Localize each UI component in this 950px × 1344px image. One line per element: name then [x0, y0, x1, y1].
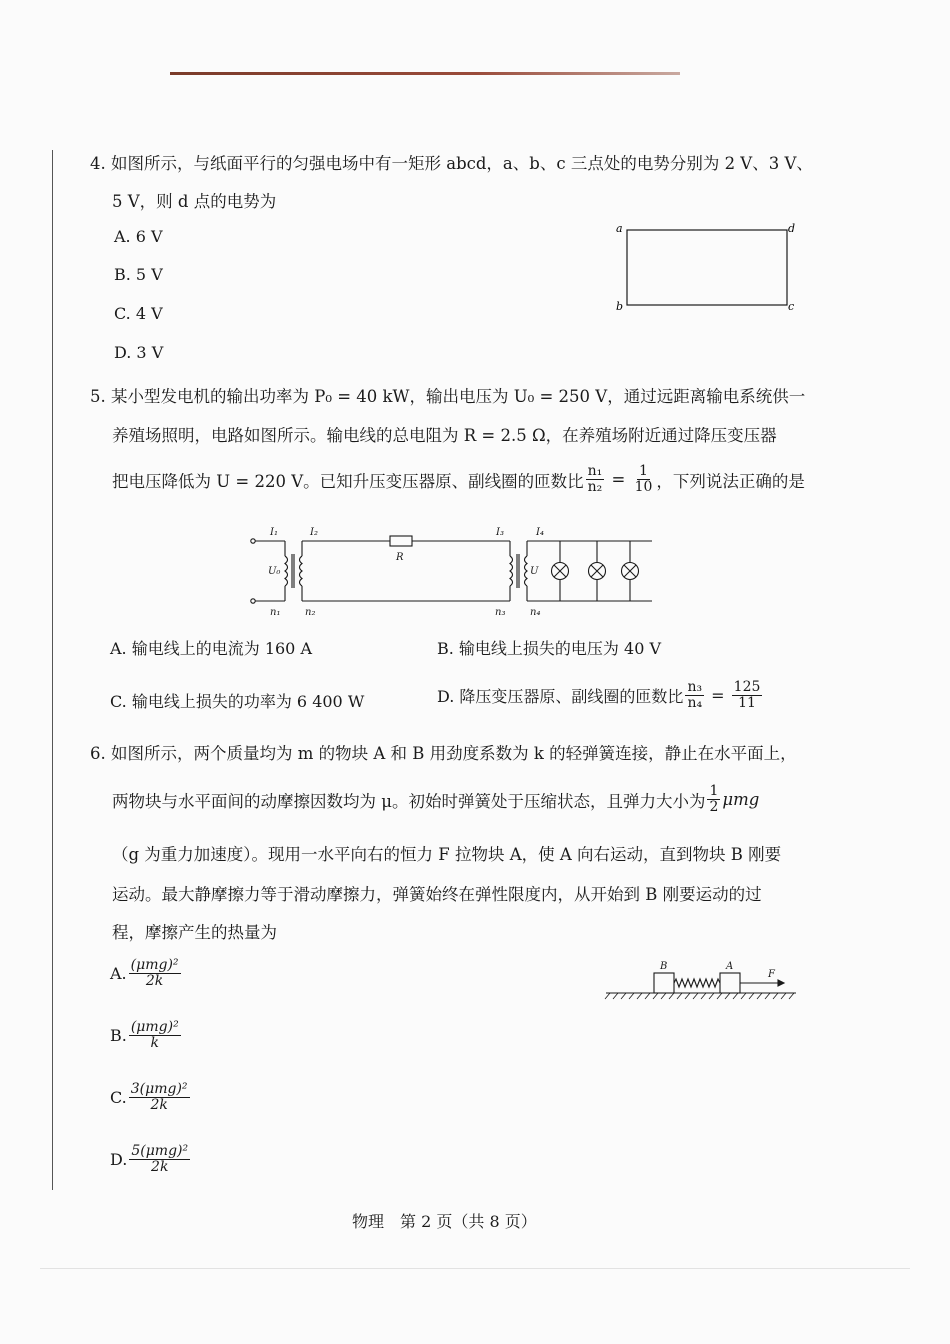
q5-option-d-ratio: [685, 680, 704, 712]
q6-option-b-den: k: [150, 1035, 160, 1052]
q5-option-c: C. 输电线上损失的功率为 6 400 W: [110, 692, 365, 711]
q5-option-d-val-den: 11: [738, 695, 756, 712]
block-A: [720, 973, 740, 993]
q5-option-b: B. 输电线上损失的电压为 40 V: [437, 639, 662, 658]
q4-text-line2: 5 V，则 d 点的电势为: [112, 192, 277, 211]
q6-option-b: [110, 1020, 183, 1052]
q6-option-c-label: C.: [110, 1088, 127, 1108]
q5-text-line1: 5. 某小型发电机的输出功率为 P₀ = 40 kW，输出电压为 U₀ = 250 V，通过远距离输电系统供一: [90, 387, 806, 406]
q6-text-line1: 6. 如图所示，两个质量均为 m 的物块 A 和 B 用劲度系数为 k 的轻弹簧连接，静止在水平面上，: [90, 744, 797, 763]
resistor-R: [390, 536, 412, 546]
q4-text-line1: 4. 如图所示，与纸面平行的匀强电场中有一矩形 abcd，a、b、c 三点处的电势分别为 2 V、3 V、: [90, 154, 813, 173]
block-B: [654, 973, 674, 993]
ground-hatching: [605, 993, 794, 999]
q5-ratio-value-den: 10: [634, 479, 653, 496]
label-I1: I₁: [270, 527, 278, 538]
q6-option-b-frac: [129, 1020, 181, 1052]
q6-option-d-num: 5(μmg)²: [131, 1143, 189, 1159]
rectangle-shape: [627, 230, 787, 305]
q5-option-d-value: [732, 680, 763, 712]
input-terminal-top: [251, 539, 255, 543]
q4-option-b: B. 5 V: [114, 265, 163, 284]
q5-option-d-num: n₃: [687, 679, 703, 695]
q6-option-a-num: (μmg)²: [130, 957, 179, 973]
rectangle-abcd-figure: [610, 218, 800, 318]
label-B: B: [660, 961, 668, 972]
q6-option-a-frac: [129, 958, 181, 990]
q6-line2-post: μmg: [722, 790, 760, 810]
margin-line: [52, 150, 53, 1190]
label-I4: I₄: [536, 527, 544, 538]
q5-ratio-value-num: 1: [639, 463, 648, 479]
transmission-circuit-diagram: [240, 520, 660, 620]
q6-option-d-den: 2k: [151, 1159, 169, 1176]
q6-text-line2: [112, 784, 759, 816]
q6-option-a: [110, 958, 183, 990]
label-a: a: [616, 222, 623, 235]
stepup-primary-coil: [285, 556, 288, 586]
q6-option-d: [110, 1144, 192, 1176]
label-n4: n₄: [530, 607, 541, 618]
q5-option-d-den: n₄: [687, 695, 703, 712]
q5-option-d-val-num: 125: [733, 679, 761, 695]
q5-text-line2: 养殖场照明，电路如图所示。输电线的总电阻为 R = 2.5 Ω，在养殖场附近通过降压变压器: [112, 426, 777, 445]
q6-option-c-frac: [129, 1082, 190, 1114]
q5-ratio-denominator: n₂: [587, 479, 603, 496]
stepup-secondary-coil: [300, 556, 303, 586]
label-F: F: [768, 969, 775, 980]
spring-blocks-figure: [604, 955, 800, 1005]
spring: [674, 979, 720, 987]
lamp-2: [589, 541, 606, 601]
q4-option-c: C. 4 V: [114, 304, 163, 323]
label-A: A: [726, 961, 734, 972]
q5-line3-pre: 把电压降低为 U = 220 V。已知升压变压器原、副线圈的匝数比: [112, 471, 584, 491]
q6-half-den: 2: [709, 799, 719, 816]
q4-option-d: D. 3 V: [114, 343, 164, 362]
q6-option-b-label: B.: [110, 1026, 127, 1046]
q5-option-a: A. 输电线上的电流为 160 A: [110, 639, 312, 658]
q5-option-d: D. 降压变压器原、副线圈的匝数比 $\frac{\text{n₃}}{\text{n₄}}$ = $\frac{125}{11}$: [437, 679, 761, 712]
q6-line2-pre: 两物块与水平面间的动摩擦因数均为 μ。初始时弹簧处于压缩状态，且弹力大小为: [112, 791, 706, 811]
label-b: b: [616, 300, 624, 313]
label-d: d: [788, 222, 796, 235]
q5-ratio-value: [633, 464, 655, 496]
q5-option-d-text: D. 降压变压器原、副线圈的匝数比: [437, 687, 684, 707]
header-rule: [170, 72, 680, 75]
q5-turns-ratio: [586, 464, 605, 496]
q6-option-b-num: (μmg)²: [130, 1019, 179, 1035]
q5-ratio-numerator: n₁: [587, 463, 603, 479]
label-n1: n₁: [270, 607, 281, 618]
q6-option-c: [110, 1082, 192, 1114]
q6-option-a-label: A.: [110, 964, 127, 984]
label-U: U: [530, 566, 539, 577]
input-terminal-bottom: [251, 599, 255, 603]
q5-line3-post: ，下列说法正确的是: [656, 471, 805, 491]
q4-option-a: A. 6 V: [114, 227, 163, 246]
label-U0: U₀: [268, 566, 281, 577]
stepdown-primary-coil: [510, 556, 513, 586]
label-n2: n₂: [305, 607, 316, 618]
stepdown-secondary-coil: [525, 556, 528, 586]
q5-text-line3: 把电压降低为 U = 220 V。已知升压变压器原、副线圈的匝数比 $\frac{\text{n₁}}{\text{n₂}}$ = $\frac{1}{10}$ ，下列说法正确的是: [112, 463, 805, 496]
label-I2: I₂: [310, 527, 318, 538]
lamp-1: [552, 541, 569, 601]
page-footer: 物理 第 2 页（共 8 页）: [352, 1212, 537, 1231]
label-n3: n₃: [495, 607, 506, 618]
q6-text-line4: 运动。最大静摩擦力等于滑动摩擦力，弹簧始终在弹性限度内，从开始到 B 刚要运动的过: [112, 885, 762, 904]
q6-half-num: 1: [709, 783, 719, 799]
q6-option-a-den: 2k: [145, 973, 164, 990]
q6-half-fraction: [707, 784, 720, 816]
q6-text-line3: （g 为重力加速度）。现用一水平向右的恒力 F 拉物块 A，使 A 向右运动，直到物块 B 刚要: [112, 845, 782, 864]
q6-text-line5: 程，摩擦产生的热量为: [112, 923, 277, 942]
footer-rule: [40, 1268, 910, 1269]
lamp-3: [622, 541, 639, 601]
label-c: c: [788, 300, 795, 313]
q6-option-d-label: D.: [110, 1150, 128, 1170]
label-I3: I₃: [496, 527, 504, 538]
label-R: R: [396, 552, 404, 563]
force-arrowhead: [778, 980, 784, 986]
q6-option-c-den: 2k: [150, 1097, 168, 1114]
q6-option-d-frac: [129, 1144, 190, 1176]
q6-option-c-num: 3(μmg)²: [130, 1081, 188, 1097]
